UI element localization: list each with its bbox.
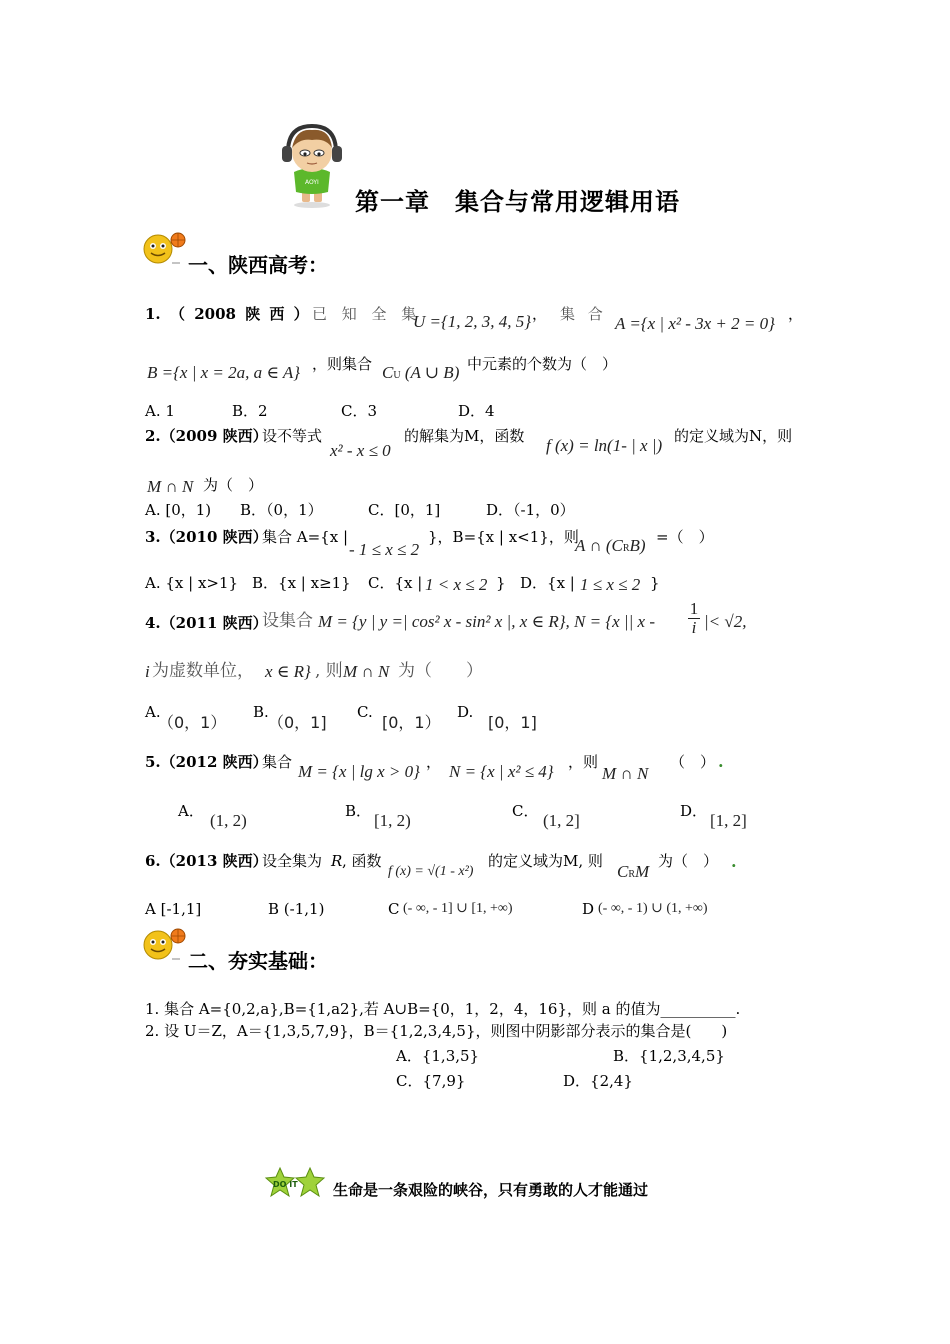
- math-condition: x ∈ R}: [265, 662, 311, 681]
- option-d-value: [1, 2]: [710, 811, 747, 830]
- math-intersection: M ∩ N: [147, 477, 194, 496]
- math-i: i: [145, 662, 150, 681]
- option-a: A. 1: [145, 402, 175, 420]
- question-label: 6.（2013 陕西）: [145, 852, 268, 870]
- math-set-U: U ={1, 2, 3, 4, 5}: [413, 312, 532, 331]
- option-c-math: 1 < x ≤ 2: [425, 575, 488, 594]
- question-text: 设不等式: [262, 427, 323, 445]
- option-b: B．2: [232, 402, 268, 420]
- option-d: D．（-1，0）: [486, 501, 575, 519]
- basic-question-1: 1. 集合 A={0,2,a},B={1,a2},若 A∪B={0，1，2，4，16}，则 a 的值为__________.: [145, 1000, 741, 1018]
- option-a: A．: [178, 802, 204, 820]
- green-dot: .: [731, 852, 737, 871]
- cartoon-boy-headphones-icon: [276, 122, 348, 208]
- option-c-value: (1, 2]: [543, 811, 580, 830]
- question-text: 为（ ）: [398, 661, 483, 681]
- math-R: R: [331, 852, 343, 870]
- question-text: ，则集合: [312, 355, 373, 373]
- option-d: D.: [457, 703, 474, 721]
- question-text: 集合 A={x |: [262, 528, 348, 546]
- option-a: A．{1,3,5}: [396, 1047, 480, 1065]
- option-c: C.: [357, 703, 373, 721]
- option-a: A.: [145, 703, 161, 721]
- smiley-basketball-icon: [142, 927, 188, 963]
- option-a: A. {x | x>1}: [145, 574, 239, 592]
- option-d-value: [0，1]: [488, 713, 537, 732]
- question-text: 为（ ）: [658, 852, 719, 870]
- option-d-close: }: [650, 574, 660, 592]
- math-set-M-N: M = {y | y =| cos² x - sin² x |, x ∈ R}, N = {x || x -: [318, 612, 655, 631]
- question-text: 的定义域为M, 则: [488, 852, 603, 870]
- punctuation: ，: [426, 753, 442, 771]
- option-d: D．{x |: [520, 574, 575, 592]
- math-inequality: x² - x ≤ 0: [330, 441, 391, 460]
- question-label: 5.（2012 陕西）: [145, 753, 268, 771]
- svg-text:AOYI: AOYI: [305, 179, 319, 186]
- option-d: D．4: [458, 402, 495, 420]
- question-label: 3.（2010 陕西）: [145, 528, 268, 546]
- option-d: D．: [680, 802, 708, 820]
- option-d-math: 1 ≤ x ≤ 2: [580, 575, 641, 594]
- question-label: 2.（2009 陕西）: [145, 427, 268, 445]
- option-b: B．（0，1）: [240, 501, 323, 519]
- punctuation: ，: [532, 305, 548, 323]
- math-set-B: B ={x | x = 2a, a ∈ A}: [147, 363, 301, 382]
- question-text: ，则: [568, 753, 599, 771]
- math-set-M: M = {x | lg x > 0}: [298, 762, 420, 781]
- question-text: 设集合: [262, 611, 313, 631]
- option-b-value: （0，1]: [268, 713, 327, 732]
- question-text: 集 合: [560, 305, 607, 323]
- math-set-N: N = {x | x² ≤ 4}: [449, 762, 554, 781]
- question-label: 4.（2011 陕西）: [145, 614, 268, 632]
- option-a: A [-1,1]: [145, 900, 202, 918]
- option-c-value: [0，1）: [382, 713, 441, 732]
- option-c-math: (- ∞, - 1] ∪ [1, +∞): [403, 901, 513, 916]
- basic-question-2: 2. 设 U＝Z，A＝{1,3,5,7,9}，B＝{1,2,3,4,5}，则图中阴影部分表示的集合是( ): [145, 1022, 728, 1040]
- section-heading-gaokao: 一、陕西高考：: [188, 253, 328, 277]
- math-intersection: M ∩ N: [343, 662, 390, 681]
- question-text: 中元素的个数为（ ）: [467, 355, 618, 373]
- footer-motto: 生命是一条艰险的峡谷，只有勇敢的人才能通过: [333, 1181, 649, 1199]
- badge-text: DO IT: [273, 1180, 298, 1189]
- option-c: C．: [512, 802, 539, 820]
- math-complement: CRM: [617, 862, 650, 881]
- question-text: 集合: [262, 753, 293, 771]
- option-a: A. [0，1): [145, 501, 212, 519]
- math-sqrt: |< √2,: [704, 612, 747, 631]
- option-a-value: （0，1）: [158, 713, 227, 732]
- option-c: C．{7,9}: [396, 1072, 466, 1090]
- option-c-close: }: [496, 574, 506, 592]
- page-title: 第一章 集合与常用逻辑用语: [355, 187, 680, 216]
- question-text: 的解集为M，函数: [404, 427, 525, 445]
- option-d-math: (- ∞, - 1) ∪ (1, +∞): [598, 901, 708, 916]
- option-d: D．{2,4}: [563, 1072, 633, 1090]
- punctuation: ，: [788, 305, 804, 323]
- option-b: B (-1,1): [268, 900, 325, 918]
- section-heading-basics: 二、夯实基础：: [188, 949, 328, 973]
- math-intersection: M ∩ N: [602, 764, 649, 783]
- question-text: 为虚数单位，: [152, 661, 254, 681]
- option-b-value: [1, 2): [374, 811, 411, 830]
- option-b: B．: [345, 802, 372, 820]
- question-text: 的定义域为N，则: [674, 427, 793, 445]
- option-b: B.: [253, 703, 269, 721]
- option-c: C．3: [341, 402, 378, 420]
- math-function: f (x) = ln(1- | x |): [546, 436, 663, 455]
- star-badge-icon: [264, 1166, 328, 1200]
- math-set-A: A ={x | x² - 3x + 2 = 0}: [615, 314, 775, 333]
- smiley-basketball-icon: [142, 231, 188, 267]
- option-a-value: (1, 2): [210, 811, 247, 830]
- question-source: （ 2008 陕 西 ）: [170, 305, 309, 323]
- question-text: （ ）: [670, 753, 716, 771]
- question-text: , 则: [315, 661, 343, 681]
- option-c: C．[0，1]: [368, 501, 441, 519]
- math-function: f (x) = √(1 - x²): [388, 864, 474, 879]
- question-text: 为（ ）: [203, 476, 264, 494]
- question-text: =（ ）: [656, 528, 714, 546]
- question-number: 1.: [145, 305, 161, 323]
- question-text: }，B={x | x<1}，则: [428, 528, 579, 546]
- option-d: D: [582, 900, 595, 918]
- question-text: 设全集为: [262, 852, 323, 870]
- question-text: 已 知 全 集: [312, 305, 422, 323]
- option-b: B．{x | x≥1}: [252, 574, 351, 592]
- option-b: B．{1,2,3,4,5}: [613, 1047, 725, 1065]
- question-text: , 函数: [342, 852, 382, 870]
- math-complement: CU (A ∪ B): [382, 363, 460, 382]
- math-expression: A ∩ (CRB): [575, 536, 646, 555]
- option-c: C．{x |: [368, 574, 423, 592]
- option-c: C: [388, 900, 400, 918]
- math-fraction: 1 i: [689, 599, 699, 637]
- green-dot: .: [718, 752, 724, 771]
- math-condition: - 1 ≤ x ≤ 2: [349, 540, 420, 559]
